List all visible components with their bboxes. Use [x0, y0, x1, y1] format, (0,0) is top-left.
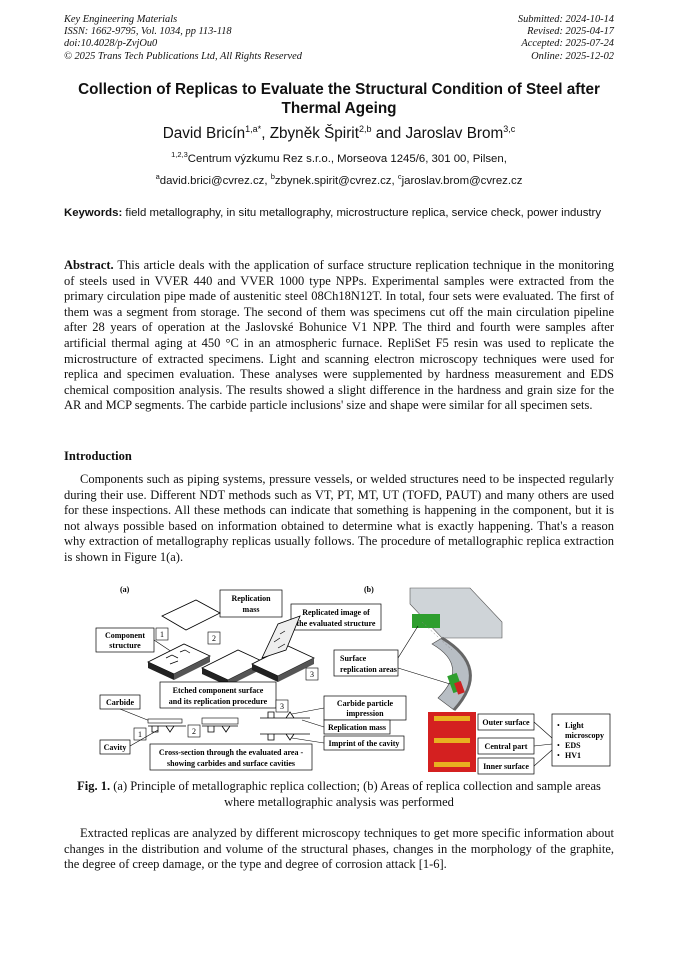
etched-surface-label: and its replication procedure [168, 697, 268, 706]
affiliation-text: Centrum výzkumu Rez s.r.o., Morseova 1245/6, 301 00, Pilsen, [187, 152, 507, 165]
method-bullet: • [557, 721, 560, 730]
caption-text: (a) Principle of metallographic replica collection; (b) Areas of replica collection and sample areas where metallographic analysis was performed [110, 779, 601, 809]
affiliation [64, 150, 614, 165]
caption-label: Fig. 1. [77, 779, 111, 793]
surface-areas-label: Surface [340, 654, 367, 663]
email: zbynek.spirit@cvrez.cz, [274, 174, 398, 187]
cross-section-label: showing carbides and surface cavities [167, 759, 295, 768]
revised-date: Revised: 2025-04-17 [527, 26, 614, 38]
keywords [64, 206, 614, 221]
abstract [64, 258, 614, 414]
etched-block-1 [148, 644, 210, 680]
keywords-text: field metallography, in situ metallography, microstructure replica, service check, power industry [122, 207, 602, 219]
replication-mass-label: Replication [231, 594, 271, 603]
affiliation-sup: 1,2,3 [171, 150, 188, 159]
method-light: microscopy [565, 731, 604, 740]
author-list [64, 124, 614, 143]
dates-info [518, 14, 614, 63]
cavity-label: Cavity [103, 743, 127, 752]
step-number: 2 [192, 727, 196, 736]
outer-surface-label: Outer surface [482, 718, 530, 727]
step-number: 1 [160, 630, 164, 639]
section-heading: Introduction [64, 449, 132, 463]
intro-paragraph-2: Extracted replicas are analyzed by different microscopy techniques to get more specific information about changes in the distribution and volume of the structural phases, changes in the morphology of the graphite, the degree of creep damage, or the type and degree of corrosion attack [1-6]. [64, 826, 614, 872]
author-sup: 2,b [358, 124, 372, 134]
panel-a-label: (a) [120, 585, 130, 594]
intro-paragraph-1: Components such as piping systems, pressure vessels, or welded structures need to be inspected regularly during their use. Different NDT methods such as VT, PT, MT, UT (TOFD, PAUT) and many others are used for these inspections. All these methods can indicate that something is happening in the component, but it is not always possible based on information obtained to determine what is exactly happening. That's a reason why extraction of metallography replicas usually follows. The procedure of metallographic replica extraction is shown in Figure 1(a). [64, 472, 614, 564]
replication-mass-small-label: Replication mass [328, 723, 386, 732]
imprint-label: Imprint of the cavity [328, 739, 400, 748]
panel-b-label: (b) [364, 585, 374, 594]
author-separator: and [371, 125, 406, 143]
author-name: Jaroslav Brom [405, 125, 504, 143]
doi: doi:10.4028/p-ZvjOu0 [64, 38, 158, 50]
author-separator: , [261, 125, 270, 143]
surface-areas-label: replication areas [340, 665, 397, 674]
abstract-label: Abstract. [64, 258, 114, 272]
method-light: Light [565, 721, 584, 730]
author-sup: 3,c [503, 124, 516, 134]
email-sup: c [397, 172, 402, 181]
step-number: 1 [138, 730, 142, 739]
author-name: Zbyněk Špirit [269, 125, 359, 143]
email-sup: a [155, 172, 160, 181]
method-bullet: • [557, 751, 560, 760]
step-number: 3 [310, 670, 314, 679]
accepted-date: Accepted: 2025-07-24 [521, 38, 614, 50]
replication-sheet [162, 600, 220, 630]
step-number: 3 [280, 702, 284, 711]
email: david.brici@cvrez.cz, [159, 174, 271, 187]
online-date: Online: 2025-12-02 [531, 50, 614, 62]
copyright: © 2025 Trans Tech Publications Ltd, All Rights Reserved [64, 50, 302, 62]
email-list [64, 172, 614, 187]
central-part-label: Central part [484, 742, 528, 751]
replicated-image-label: the evaluated structure [296, 619, 376, 628]
journal-name: Key Engineering Materials [64, 14, 178, 25]
keywords-label: Keywords: [64, 207, 123, 219]
component-structure-label: structure [109, 641, 141, 650]
method-bullet: • [557, 741, 560, 750]
method-eds: EDS [565, 741, 581, 750]
replicated-image-label: Replicated image of [302, 608, 370, 617]
author-sup: 1,a* [245, 124, 262, 134]
pipe-segment [410, 588, 502, 710]
carbide-impression-label: Carbide particle [336, 699, 394, 708]
sample-block [428, 712, 476, 772]
replication-mass-label: mass [242, 605, 260, 614]
inner-surface-label: Inner surface [483, 762, 529, 771]
abstract-text: This article deals with the application of surface structure replication technique in the monitoring of steels used in VVER 440 and VVER 1000 type NPPs. Experimental samples were extracted from the primary circulation pipe made of austenitic steel 08Ch18N12T. In total, four sets were evaluated. The first of them was a segment from storage. The second of them was specimens cut off the main circulation pipeline after 28 years of operation at the Jaslovské Bohunice V1 NPP. The third and fourth were samples after artificial thermal aging at 450 °C in an atmospheric furnace. RepliSet F5 resin was used to replicate the microstructure of extracted specimens. Light and scanning electron microscopy techniques were used for replica and specimen evaluation. These analyses were supplemented by hardness measurement and EDS chemical composition analysis. The results showed a slight difference in the hardness and grain size for the AR and MCP segments. The carbide particle inclusions' size and shape were similar for all specimen sets. [64, 258, 614, 413]
method-hv: HV1 [565, 751, 581, 760]
cross-section-label: Cross-section through the evaluated area - [158, 748, 304, 757]
submitted-date: Submitted: 2024-10-14 [517, 14, 614, 25]
email-sup: b [270, 172, 275, 181]
paper-title: Collection of Replicas to Evaluate the Structural Condition of Steel after Thermal Ageing [78, 81, 600, 117]
issn: ISSN: 1662-9795, Vol. 1034, pp 113-118 [64, 26, 232, 38]
component-structure-label: Component [104, 631, 146, 640]
author-name: David Bricín [162, 125, 246, 143]
email: jaroslav.brom@cvrez.cz [401, 174, 523, 187]
carbide-impression-label: impression [346, 709, 384, 718]
step-number: 2 [212, 634, 216, 643]
figure-caption [64, 779, 614, 810]
journal-info [64, 14, 302, 63]
etched-surface-label: Etched component surface [172, 686, 264, 695]
figure-1 [92, 578, 612, 778]
carbide-label: Carbide [106, 698, 134, 707]
